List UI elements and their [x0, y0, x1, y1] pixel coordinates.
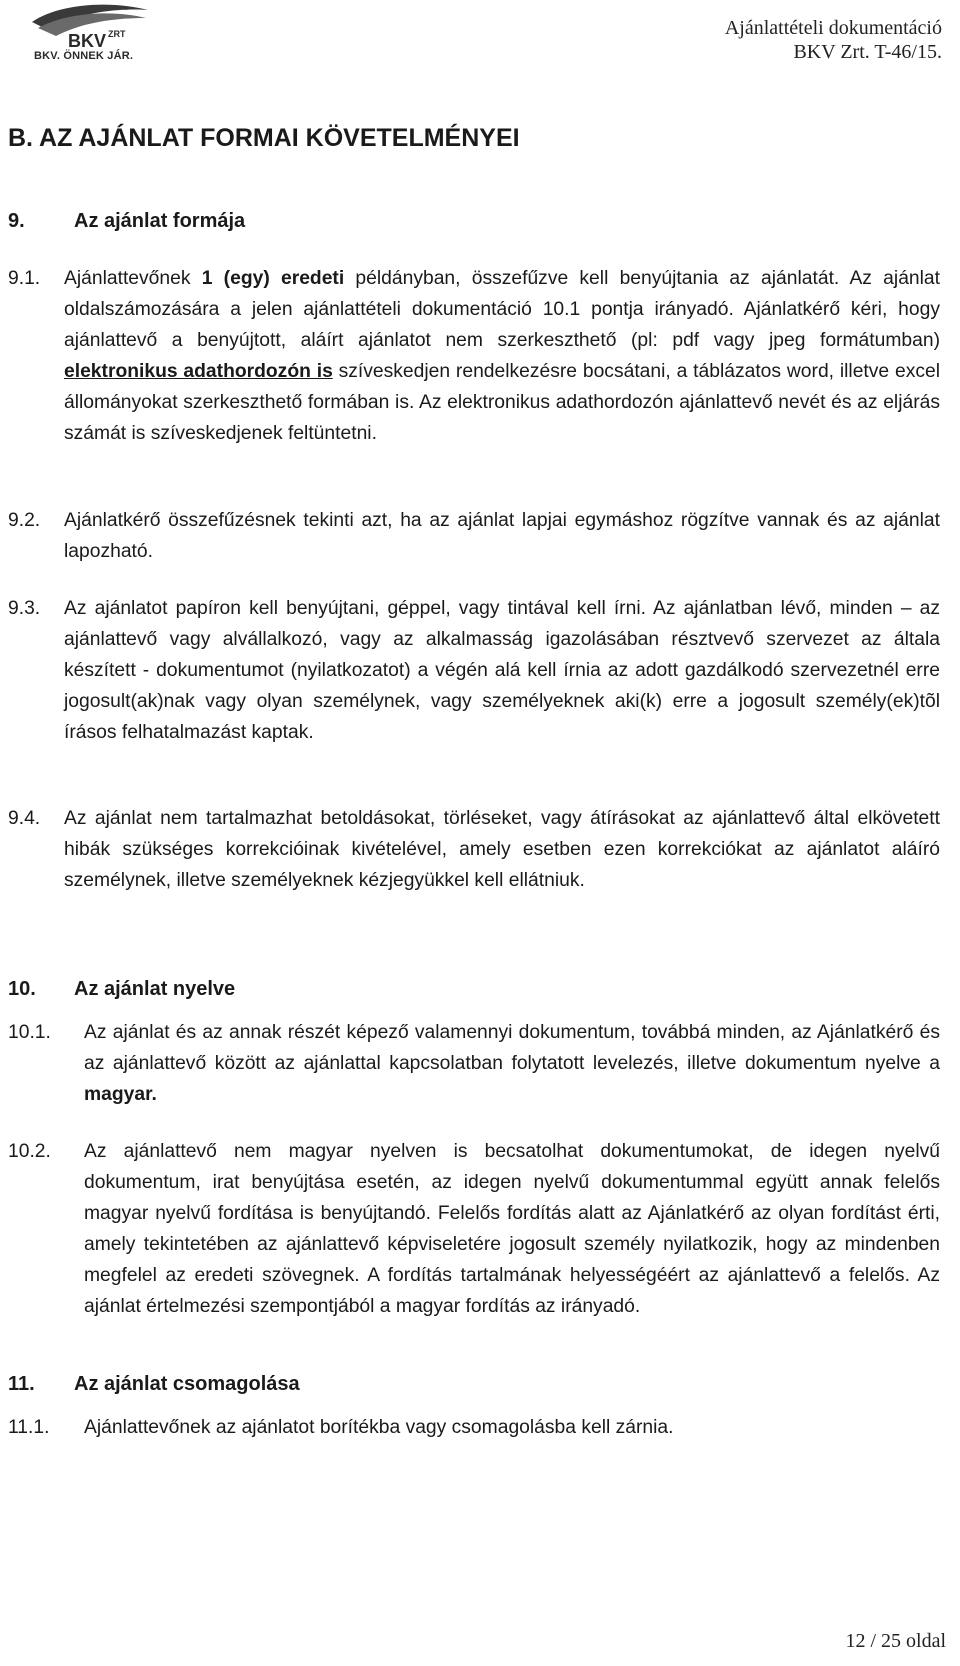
paragraph-11-1 — [8, 1412, 940, 1443]
heading-text: Az ajánlat nyelve — [74, 978, 236, 1000]
heading-10 — [8, 978, 235, 1001]
heading-num: 10. — [8, 978, 36, 1000]
para-num: 9.1. — [8, 268, 41, 289]
paragraph-10-1 — [8, 1017, 940, 1110]
para-text: Ajánlattevőnek az ajánlatot borítékba vagy csomagolásba kell zárnia. — [84, 1417, 674, 1438]
paragraph-9-2 — [8, 505, 940, 567]
section-title: B. AZ AJÁNLAT FORMAI KÖVETELMÉNYEI — [8, 124, 520, 152]
paragraph-9-4 — [8, 803, 940, 896]
paragraph-10-2 — [8, 1136, 940, 1322]
doc-title: Ajánlattételi dokumentáció — [724, 17, 942, 39]
logo-tagline: BKV. ÖNNEK JÁR. — [34, 50, 134, 62]
bold-text: 1 (egy) eredeti — [201, 268, 345, 289]
para-num: 11.1. — [8, 1417, 50, 1438]
para-num: 9.2. — [8, 510, 41, 531]
document-header — [725, 16, 942, 64]
para-num: 9.4. — [8, 808, 41, 829]
para-text: Ajánlatkérő összefűzésnek tekinti azt, ha az ajánlat lapjai egymáshoz rögzítve vannak és az ajánlat lapozható. — [64, 510, 940, 562]
bold-text: magyar. — [84, 1084, 157, 1105]
para-text: Az ajánlatot papíron kell benyújtani, géppel, vagy tintával kell írni. Az ajánlatban lévő, minden – az ajánlattevő vagy alvállalkozó, vagy az alkalmasság igazolásában résztvevő szervezet az általa készített - dokumentumot (nyilatkozatot) a végén alá kell írnia az adott gazdálkodó szervezetnél erre jogosult(ak)nak vagy olyan személynek, vagy személyeknek aki(k) erre a jogosult személy(ek)tõl írásos felhatalmazást kaptak. — [64, 598, 940, 743]
heading-11 — [8, 1373, 300, 1396]
text: Az ajánlat és az annak részét képező valamennyi dokumentum, továbbá minden, az Ajánlatkérő és az ajánlattevő között az ajánlattal kapcsolatban folytatott levelezés, illetve dokumentum nyelve a — [84, 1022, 940, 1074]
heading-text: Az ajánlat csomagolása — [74, 1373, 300, 1395]
para-text: Az ajánlat nem tartalmazhat betoldásokat, törléseket, vagy átírásokat az ajánlattevő által elkövetett hibák szükséges korrekcióinak kivételével, amely esetben ezen korrekciókat az ajánlatot aláíró személynek, illetve személyeknek kézjegyükkel kell ellátniuk. — [64, 808, 940, 891]
underlined-text: elektronikus adathordozón is — [64, 361, 333, 382]
paragraph-9-1 — [8, 263, 940, 449]
para-num: 10.2. — [8, 1141, 51, 1162]
para-num: 9.3. — [8, 598, 41, 619]
page-number: 12 / 25 oldal — [845, 1630, 946, 1652]
logo-sup: ZRT — [108, 29, 126, 39]
text: szíveskedjen rendelkezésre bocsátani, a táblázatos word, illetve excel állományokat szerkeszthető formában is. Az elektronikus adathordozón ajánlattevő nevét és az eljárás számát is szíveskedjenek feltüntetni. — [64, 361, 940, 444]
heading-num: 11. — [8, 1373, 35, 1395]
para-num: 10.1. — [8, 1022, 51, 1043]
heading-text: Az ajánlat formája — [74, 210, 246, 232]
text: Ajánlattevőnek — [64, 268, 202, 289]
paragraph-9-3 — [8, 593, 940, 748]
para-text: Az ajánlattevő nem magyar nyelven is becsatolhat dokumentumokat, de idegen nyelvű dokumentum, irat benyújtása esetén, az idegen nyelvű dokumentummal együtt annak felelős magyar nyelvű fordítása is benyújtandó. Felelős fordítás alatt az Ajánlatkérő az olyan fordítást érti, amely tekintetében az ajánlattevő képviseletére jogosult személy nyilatkozik, hogy az mindenben megfelel az eredeti szövegnek. A fordítás tartalmának helyességéért az ajánlattevő a felelős. Az ajánlat értelmezési szempontjából a magyar fordítás az irányadó. — [84, 1141, 940, 1317]
text: példányban, összefűzve kell benyújtania az ajánlatát. Az ajánlat oldalszámozására a jelen ajánlattételi dokumentáció 10.1 pontja irányadó. Ajánlatkérő kéri, hogy ajánlattevő a benyújtott, aláírt ajánlatot nem szerkeszthető (pl: pdf vagy jpeg formátumban) — [64, 268, 941, 351]
logo-text: BKV — [68, 31, 107, 51]
doc-ref: BKV Zrt. T-46/15. — [793, 41, 942, 63]
heading-num: 9. — [8, 210, 25, 232]
heading-9 — [8, 210, 245, 233]
